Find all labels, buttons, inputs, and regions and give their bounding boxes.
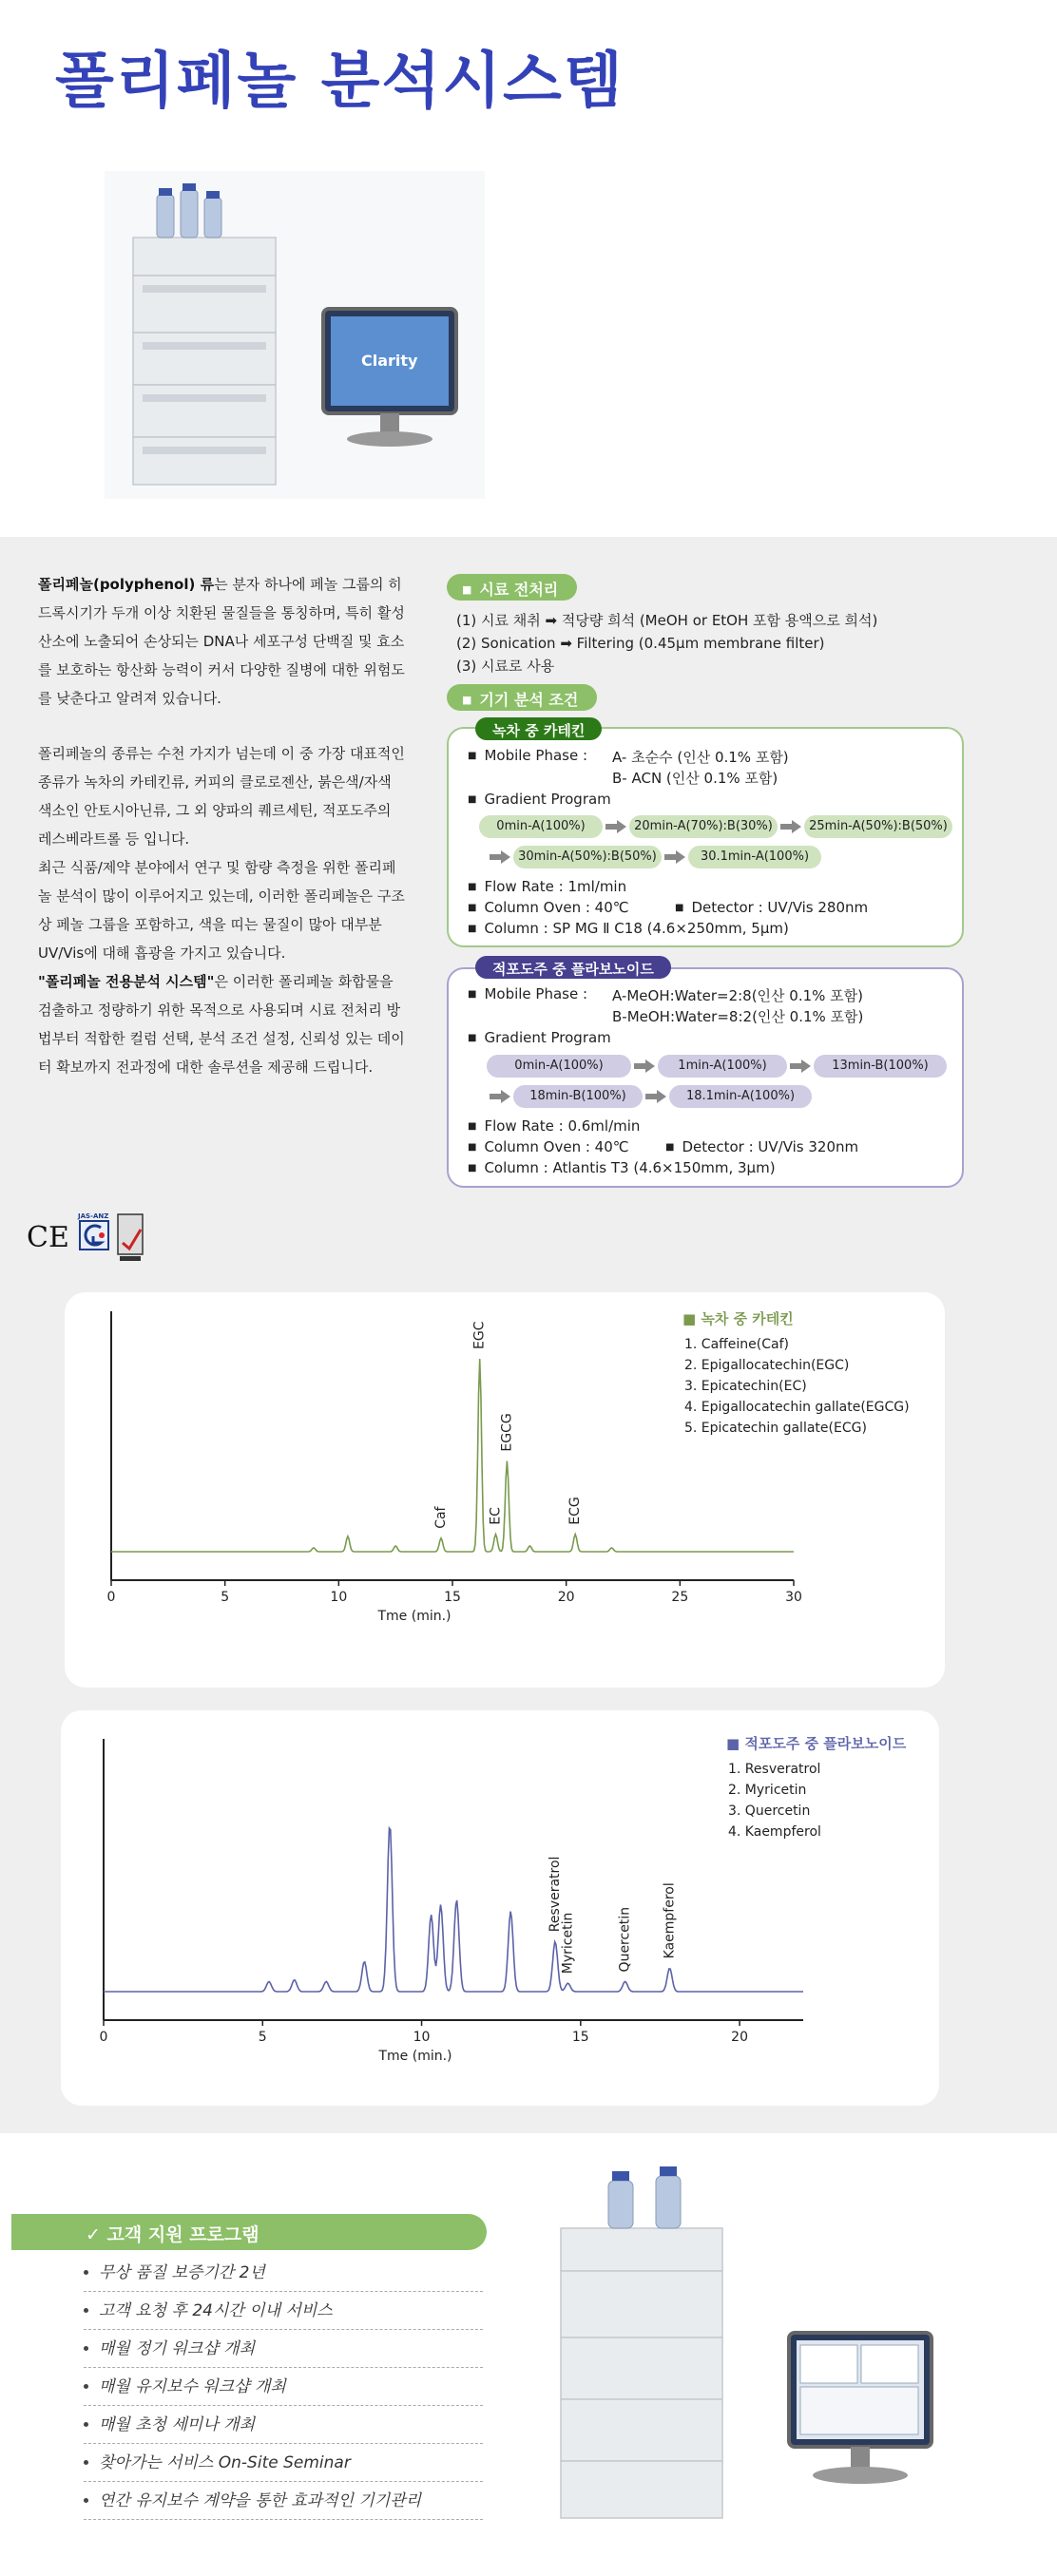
- legend-item: 2. Epigallocatechin(EGC): [684, 1358, 850, 1373]
- intro-p1: 는 분자 하나에 페놀 그룹의 히드록시기가 두개 이상 치환된 물질들을 통칭하며, 특히 활성산소에 노출되어 손상되는 DNA나 세포구성 단백질 및 효소를 보호하는 항산화 능력이 커서 다양한 질병에 대한 위험도를 낮춘다고 알려져 있습니다.: [38, 576, 405, 707]
- x-tick-label: 20: [731, 2030, 749, 2045]
- jas-anz-logo: JAS-ANZ: [78, 1212, 109, 1220]
- peak-label: EC: [488, 1507, 504, 1525]
- peak-label: Resveratrol: [548, 1856, 564, 1933]
- rw-detector: ■ Detector : UV/Vis 320nm: [665, 1138, 858, 1155]
- certification-logos: [27, 1207, 160, 1264]
- rw-mobile-b: B-MeOH:Water=8:2(인산 0.1% 포함): [612, 1008, 864, 1025]
- x-tick-label: 10: [413, 2030, 431, 2045]
- x-tick-label: 0: [99, 2030, 108, 2045]
- intro-p4: 은 이러한 폴리페놀 화합물을 검출하고 정량하기 위한 목적으로 사용되며 시료 전처리 방법부터 적합한 컬럼 선택, 분석 조건 설정, 신뢰성 있는 데이터 확보까지 전과정에 대한 솔루션을 제공해 드립니다.: [38, 973, 405, 1076]
- chromatogram-trace: [104, 1828, 803, 1992]
- rw-oven: ■ Column Oven : 40℃: [468, 1138, 629, 1155]
- gt-mobile-label: ■ Mobile Phase :: [468, 747, 587, 764]
- support-item: 고객 요청 후 24시간 이내 서비스: [84, 2292, 483, 2330]
- gt-step-3: 25min-A(50%):B(50%): [804, 815, 952, 838]
- prep-step-2: (2) Sonication ➡ Filtering (0.45μm membrane filter): [456, 635, 825, 652]
- sample-prep-heading: ■ 시료 전처리: [447, 574, 577, 601]
- peak-label: EGC: [471, 1321, 488, 1349]
- legend-item: 3. Quercetin: [728, 1803, 811, 1819]
- conditions-heading: ■ 기기 분석 조건: [447, 684, 597, 711]
- x-tick-label: 25: [671, 1590, 689, 1605]
- legend-item: 5. Epicatechin gallate(ECG): [684, 1421, 867, 1436]
- arrow-icon: [645, 1059, 655, 1073]
- monitor-brand: Clarity: [361, 352, 418, 370]
- intro-text: [38, 570, 409, 1108]
- gt-flow: ■ Flow Rate : 1ml/min: [468, 878, 626, 895]
- red-wine-chromatogram: [61, 1710, 939, 2106]
- x-tick-label: 30: [785, 1590, 802, 1605]
- peak-label: ECG: [567, 1497, 584, 1525]
- x-axis-label: Tme (min.): [378, 2049, 452, 2064]
- support-item: 매월 초청 세미나 개최: [84, 2406, 483, 2444]
- prep-step-3: (3) 시료로 사용: [456, 658, 555, 675]
- legend-item: 4. Epigallocatechin gallate(EGCG): [684, 1400, 910, 1415]
- legend-title: ■ 적포도주 중 플라보노이드: [726, 1735, 907, 1752]
- x-tick-label: 5: [258, 2030, 267, 2045]
- rw-step-3: 13min-B(100%): [814, 1055, 947, 1078]
- x-axis-label: Tme (min.): [377, 1609, 452, 1624]
- legend-item: 4. Kaempferol: [728, 1824, 821, 1840]
- rw-step-2: 1min-A(100%): [658, 1055, 787, 1078]
- rw-step-5: 18.1min-A(100%): [669, 1085, 812, 1108]
- arrow-icon: [617, 820, 626, 833]
- legend-title: ■ 녹차 중 카테킨: [682, 1310, 794, 1327]
- x-tick-label: 20: [557, 1590, 575, 1605]
- rw-gradient-label: ■ Gradient Program: [468, 1029, 611, 1046]
- intro-p1-bold: 폴리페놀(polyphenol) 류: [38, 576, 215, 593]
- peak-label: Quercetin: [617, 1906, 633, 1973]
- intro-p4-bold: "폴리페놀 전용분석 시스템": [38, 973, 215, 990]
- rw-flow: ■ Flow Rate : 0.6ml/min: [468, 1117, 640, 1135]
- gt-mobile-b: B- ACN (인산 0.1% 포함): [612, 770, 778, 787]
- intro-p3: 최근 식품/제약 분야에서 연구 및 함량 측정을 위한 폴리페놀 분석이 많이 이루어지고 있는데, 이러한 폴리페놀은 구조상 페놀 그룹을 포함하고, 색을 띠는 물질이 많아 대부분 UV/Vis에 대해 흡광을 가지고 있습니다.: [38, 859, 405, 962]
- x-tick-label: 0: [106, 1590, 116, 1605]
- sample-prep-steps: [456, 609, 877, 677]
- support-list: [84, 2254, 483, 2520]
- x-tick-label: 5: [221, 1590, 230, 1605]
- arrow-icon: [501, 850, 510, 864]
- x-tick-label: 10: [330, 1590, 348, 1605]
- peak-label: Myricetin: [560, 1912, 576, 1975]
- peak-label: EGCG: [499, 1413, 515, 1452]
- gt-mobile-a: A- 초순수 (인산 0.1% 포함): [612, 749, 789, 766]
- green-tea-tag: 녹차 중 카테킨: [475, 717, 602, 740]
- prep-step-1: (1) 시료 채취 ➡ 적당량 희석 (MeOH or EtOH 포함 용액으로 희석): [456, 612, 878, 629]
- gt-step-4: 30min-A(50%):B(50%): [513, 846, 662, 868]
- rw-step-1: 0min-A(100%): [487, 1055, 631, 1078]
- legend-item: 3. Epicatechin(EC): [684, 1379, 807, 1394]
- support-heading: ✓ 고객 지원 프로그램: [11, 2214, 487, 2250]
- ce-mark-logo: CE: [27, 1221, 69, 1254]
- gt-gradient-label: ■ Gradient Program: [468, 791, 611, 808]
- rw-column: ■ Column : Atlantis T3 (4.6×150mm, 3μm): [468, 1159, 776, 1176]
- support-item: 매월 유지보수 워크샵 개최: [84, 2368, 483, 2406]
- rw-step-4: 18min-B(100%): [513, 1085, 643, 1108]
- arrow-icon: [676, 850, 685, 864]
- rw-mobile-label: ■ Mobile Phase :: [468, 985, 587, 1002]
- gt-column: ■ Column : SP MG Ⅱ C18 (4.6×250mm, 5μm): [468, 920, 789, 937]
- support-item: 무상 품질 보증기간 2년: [84, 2254, 483, 2292]
- support-item: 매월 정기 워크샵 개최: [84, 2330, 483, 2368]
- x-tick-label: 15: [571, 2030, 589, 2045]
- green-tea-chromatogram: [65, 1292, 945, 1688]
- gt-oven: ■ Column Oven : 40℃: [468, 899, 629, 916]
- gt-detector: ■ Detector : UV/Vis 280nm: [675, 899, 868, 916]
- legend-item: 2. Myricetin: [728, 1783, 807, 1798]
- support-item: 찾아가는 서비스 On-Site Seminar: [84, 2444, 483, 2482]
- arrow-icon: [801, 1059, 811, 1073]
- hplc-system-image-bottom: [551, 2166, 951, 2528]
- gt-step-2: 20min-A(70%):B(30%): [629, 815, 778, 838]
- gt-step-5: 30.1min-A(100%): [688, 846, 821, 868]
- rw-mobile-a: A-MeOH:Water=2:8(인산 0.1% 포함): [612, 987, 864, 1004]
- support-item: 연간 유지보수 계약을 통한 효과적인 기기관리: [84, 2482, 483, 2520]
- red-wine-tag: 적포도주 중 플라보노이드: [475, 956, 671, 979]
- x-tick-label: 15: [444, 1590, 461, 1605]
- gt-step-1: 0min-A(100%): [479, 815, 603, 838]
- arrow-icon: [657, 1090, 666, 1103]
- legend-item: 1. Resveratrol: [728, 1762, 821, 1777]
- peak-label: Kaempferol: [662, 1882, 678, 1959]
- arrow-icon: [501, 1090, 510, 1103]
- legend-item: 1. Caffeine(Caf): [684, 1337, 790, 1352]
- peak-label: Caf: [433, 1506, 450, 1529]
- hplc-system-image: [105, 171, 485, 499]
- page-title: 폴리페놀 분석시스템: [55, 47, 625, 117]
- intro-p2: 폴리페놀의 종류는 수천 가지가 넘는데 이 중 가장 대표적인 종류가 녹차의 카테킨류, 커피의 클로로젠산, 붉은색/자색 색소인 안토시아닌류, 그 외 양파의 퀘르세틴, 적포도주의 레스베라트롤 등 입니다.: [38, 745, 405, 848]
- arrow-icon: [792, 820, 801, 833]
